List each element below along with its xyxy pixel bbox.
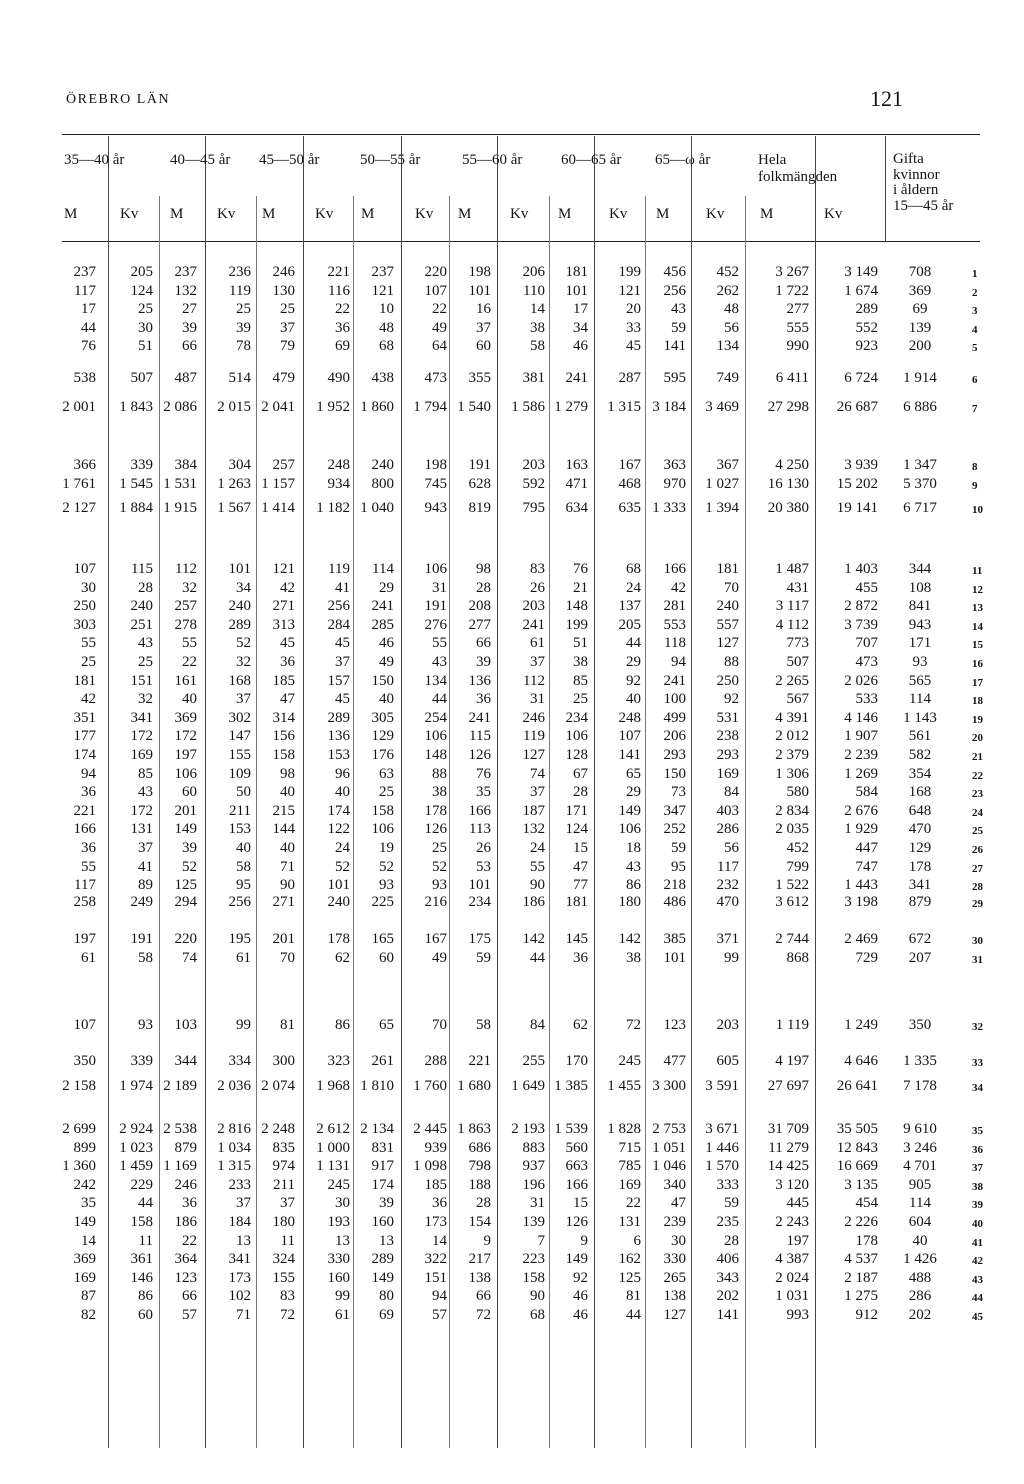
table-cell: 2 041 bbox=[261, 399, 295, 415]
table-cell: 142 44 bbox=[522, 931, 545, 966]
row-number: 33 bbox=[972, 1057, 983, 1069]
table-cell: 83 26 203 241 61 37 112 31 246 119 127 74 37 187 132 24 55 90 bbox=[522, 561, 545, 894]
table-header-rule bbox=[62, 241, 980, 242]
gifta-line1: Gifta bbox=[893, 151, 924, 167]
table-cell: 241 bbox=[565, 370, 588, 386]
table-cell-gifta: 344 108 841 943 171 93 565 114 1 143 561 582 354 168 648 470 129 178 341 bbox=[903, 561, 937, 894]
table-cell: 72 bbox=[626, 1017, 641, 1033]
table-cell: 203 592 bbox=[522, 457, 545, 492]
gifta-line2: kvinnor bbox=[893, 166, 940, 183]
subheader-kv: Kv bbox=[217, 206, 236, 222]
table-cell: 477 bbox=[663, 1053, 686, 1069]
table-cell: 288 bbox=[424, 1053, 447, 1069]
table-cell: 1 279 bbox=[554, 399, 588, 415]
table-cell: 2 612 1 000 1 131 245 30 193 13 330 160 99 61 bbox=[316, 1121, 350, 1323]
table-cell: 507 bbox=[130, 370, 153, 386]
subheader-kv: Kv bbox=[609, 206, 628, 222]
table-cell: 1 843 bbox=[119, 399, 153, 415]
table-cell: 195 61 bbox=[228, 931, 251, 966]
row-number: 7 bbox=[972, 403, 978, 415]
table-cell: 107 30 250 303 55 25 181 42 351 177 174 94 36 221 166 36 55 117 bbox=[73, 561, 96, 894]
table-cell: 19 141 bbox=[836, 500, 878, 516]
subheader-kv: Kv bbox=[120, 206, 139, 222]
table-cell: 1 760 bbox=[413, 1078, 447, 1094]
table-cell: 4 197 bbox=[775, 1053, 809, 1069]
table-cell: 1 810 bbox=[360, 1078, 394, 1094]
table-cell: 221 116 22 36 69 bbox=[327, 264, 350, 355]
table-cell: 181 101 17 34 46 bbox=[565, 264, 588, 355]
table-cell: 385 101 bbox=[663, 931, 686, 966]
table-cell: 1 794 bbox=[413, 399, 447, 415]
table-cell: 2 753 1 051 1 046 340 47 239 30 330 265 138 127 bbox=[652, 1121, 686, 1323]
table-cell: 191 628 bbox=[468, 457, 491, 492]
row-number: 1 2 3 4 5 bbox=[972, 268, 978, 355]
table-cell: 1 680 bbox=[457, 1078, 491, 1094]
table-cell-gifta: 1 914 bbox=[903, 370, 937, 386]
table-cell: 245 bbox=[618, 1053, 641, 1069]
row-number: 29 bbox=[972, 898, 983, 910]
table-cell: 123 bbox=[663, 1017, 686, 1033]
table-cell: 2 924 1 023 1 459 229 44 158 11 361 146 86 60 bbox=[119, 1121, 153, 1323]
subheader-kv: Kv bbox=[415, 206, 434, 222]
table-cell: 605 bbox=[716, 1053, 739, 1069]
table-cell: 287 bbox=[618, 370, 641, 386]
table-cell: 479 bbox=[272, 370, 295, 386]
table-cell: 255 bbox=[522, 1053, 545, 1069]
table-cell: 1 860 bbox=[360, 399, 394, 415]
table-cell: 1 540 bbox=[457, 399, 491, 415]
table-cell: 65 bbox=[379, 1017, 394, 1033]
table-cell: 2 074 bbox=[261, 1078, 295, 1094]
row-number: 32 bbox=[972, 1021, 983, 1033]
table-cell: 339 1 545 bbox=[119, 457, 153, 492]
table-cell: 323 bbox=[327, 1053, 350, 1069]
table-cell: 635 bbox=[618, 500, 641, 516]
table-cell: 1 863 686 798 188 28 154 9 217 138 66 72 bbox=[457, 1121, 491, 1323]
table-top-rule bbox=[62, 134, 980, 135]
table-cell: 257 1 157 bbox=[261, 457, 295, 492]
table-cell: 355 bbox=[468, 370, 491, 386]
table-cell: 1 315 bbox=[607, 399, 641, 415]
table-cell: 81 bbox=[280, 1017, 295, 1033]
table-cell: 261 bbox=[371, 1053, 394, 1069]
table-cell: 2 158 bbox=[62, 1078, 96, 1094]
hela-folkmangden-header bbox=[758, 152, 837, 186]
table-cell: 181 70 240 557 127 88 250 92 531 238 293 169 84 403 286 56 117 232 bbox=[716, 561, 739, 894]
table-cell: 3 671 1 446 1 570 333 59 235 28 406 343 202 141 bbox=[705, 1121, 739, 1323]
table-cell: 237 117 17 44 76 bbox=[73, 264, 96, 355]
subheader-kv: Kv bbox=[315, 206, 334, 222]
table-cell: 304 1 263 bbox=[217, 457, 251, 492]
table-cell: 1 455 bbox=[607, 1078, 641, 1094]
table-cell: 101 34 240 289 52 32 168 37 302 147 155 109 50 211 153 40 58 95 bbox=[228, 561, 251, 894]
table-cell: 181 bbox=[565, 894, 588, 910]
subheader-m: M bbox=[64, 206, 78, 222]
age-group-header: 45—50 år bbox=[259, 152, 320, 168]
subheader-m: M bbox=[170, 206, 184, 222]
table-cell: 107 bbox=[73, 1017, 96, 1033]
table-cell: 595 bbox=[663, 370, 686, 386]
table-cell: 240 bbox=[327, 894, 350, 910]
table-cell: 3 198 bbox=[844, 894, 878, 910]
table-cell-gifta: 1 347 5 370 bbox=[903, 457, 937, 492]
table-cell: 2 699 899 1 360 242 35 149 14 369 169 87 82 bbox=[62, 1121, 96, 1323]
table-cell: 943 bbox=[424, 500, 447, 516]
table-cell: 3 300 bbox=[652, 1078, 686, 1094]
subheader-m: M bbox=[361, 206, 375, 222]
table-cell: 456 256 43 59 141 bbox=[663, 264, 686, 355]
table-cell: 248 934 bbox=[327, 457, 350, 492]
table-cell: 371 99 bbox=[716, 931, 739, 966]
table-cell: 1 884 bbox=[119, 500, 153, 516]
table-cell: 271 bbox=[272, 894, 295, 910]
table-cell: 3 184 bbox=[652, 399, 686, 415]
table-cell: 180 bbox=[618, 894, 641, 910]
table-cell: 514 bbox=[228, 370, 251, 386]
table-cell: 344 bbox=[174, 1053, 197, 1069]
table-cell: 98 28 208 277 66 39 136 36 241 115 126 76 35 166 113 26 53 101 bbox=[468, 561, 491, 894]
table-cell: 27 697 bbox=[767, 1078, 809, 1094]
table-cell: 234 bbox=[468, 894, 491, 910]
table-cell: 62 bbox=[573, 1017, 588, 1033]
table-cell: 3 149 1 674 289 552 923 bbox=[844, 264, 878, 355]
table-cell: 1 567 bbox=[217, 500, 251, 516]
table-cell: 1 952 bbox=[316, 399, 350, 415]
table-cell: 300 bbox=[272, 1053, 295, 1069]
table-cell: 749 bbox=[716, 370, 739, 386]
table-cell: 1 394 bbox=[705, 500, 739, 516]
table-cell: 334 bbox=[228, 1053, 251, 1069]
table-cell: 2 193 883 937 196 31 139 7 223 158 90 68 bbox=[511, 1121, 545, 1323]
table-cell: 1 385 bbox=[554, 1078, 588, 1094]
row-number: 8 9 bbox=[972, 461, 978, 492]
table-cell: 76 21 148 199 51 38 85 25 234 106 128 67 28 171 124 15 47 77 bbox=[565, 561, 588, 894]
table-cell: 258 bbox=[73, 894, 96, 910]
table-cell: 2 248 835 974 211 37 180 11 324 155 83 72 bbox=[261, 1121, 295, 1323]
table-cell: 70 bbox=[432, 1017, 447, 1033]
table-cell: 486 bbox=[663, 894, 686, 910]
table-cell: 256 bbox=[228, 894, 251, 910]
table-cell: 84 bbox=[530, 1017, 545, 1033]
gifta-line3: i åldern bbox=[893, 182, 939, 198]
table-cell: 1 040 bbox=[360, 500, 394, 516]
table-cell: 819 bbox=[468, 500, 491, 516]
age-group-header: 50—55 år bbox=[360, 152, 421, 168]
table-cell: 4 646 bbox=[844, 1053, 878, 1069]
subheader-m: M bbox=[656, 206, 670, 222]
table-cell: 1 828 715 785 169 22 131 6 162 125 81 44 bbox=[607, 1121, 641, 1323]
table-cell: 201 70 bbox=[272, 931, 295, 966]
row-number: 34 bbox=[972, 1082, 983, 1094]
table-cell: 1 915 bbox=[163, 500, 197, 516]
table-cell: 20 380 bbox=[767, 500, 809, 516]
table-cell: 167 49 bbox=[424, 931, 447, 966]
table-cell-gifta: 7 178 bbox=[903, 1078, 937, 1094]
age-group-header: 40—45 år bbox=[170, 152, 231, 168]
table-cell: 121 42 271 313 45 36 185 47 314 156 158 98 40 215 144 40 71 90 bbox=[272, 561, 295, 894]
table-cell: 237 121 10 48 68 bbox=[371, 264, 394, 355]
age-group-header: 55—60 år bbox=[462, 152, 523, 168]
table-cell-gifta: 6 717 bbox=[903, 500, 937, 516]
table-cell: 2 538 879 1 169 246 36 186 22 364 123 66 57 bbox=[163, 1121, 197, 1323]
table-cell: 236 119 25 39 78 bbox=[228, 264, 251, 355]
table-cell: 2 036 bbox=[217, 1078, 251, 1094]
table-cell: 115 28 240 251 43 25 151 32 341 172 169 85 43 172 131 37 41 89 bbox=[130, 561, 153, 894]
table-cell: 384 1 531 bbox=[163, 457, 197, 492]
table-cell: 178 62 bbox=[327, 931, 350, 966]
table-cell: 26 641 bbox=[836, 1078, 878, 1094]
table-cell: 487 bbox=[174, 370, 197, 386]
table-cell-gifta: 672 207 bbox=[908, 931, 932, 966]
hela-line1: Hela bbox=[758, 152, 787, 168]
subheader-m: M bbox=[458, 206, 472, 222]
table-cell: 634 bbox=[565, 500, 588, 516]
age-group-header: 35—40 år bbox=[64, 152, 125, 168]
table-cell: 106 31 191 276 55 43 134 44 254 106 148 88 38 178 126 25 52 93 bbox=[424, 561, 447, 894]
table-cell: 240 800 bbox=[371, 457, 394, 492]
table-cell: 367 1 027 bbox=[705, 457, 739, 492]
table-cell: 3 612 bbox=[775, 894, 809, 910]
table-cell: 1 119 bbox=[775, 1017, 809, 1033]
table-cell-gifta: 350 bbox=[908, 1017, 932, 1033]
age-group-header: 60—65 år bbox=[561, 152, 622, 168]
table-cell: 175 59 bbox=[468, 931, 491, 966]
table-cell: 438 bbox=[371, 370, 394, 386]
table-cell: 31 709 11 279 14 425 3 120 445 2 243 197 4 387 2 024 1 031 993 bbox=[767, 1121, 809, 1323]
table-cell: 203 bbox=[716, 1017, 739, 1033]
table-cell: 198 101 16 37 60 bbox=[468, 264, 491, 355]
table-cell: 205 124 25 30 51 bbox=[130, 264, 153, 355]
table-cell: 2 134 831 917 174 39 160 13 289 149 80 69 bbox=[360, 1121, 394, 1323]
table-cell: 220 74 bbox=[174, 931, 197, 966]
table-cell: 99 bbox=[236, 1017, 251, 1033]
table-cell: 3 939 15 202 bbox=[836, 457, 878, 492]
table-cell: 103 bbox=[174, 1017, 197, 1033]
table-cell-gifta: 879 bbox=[908, 894, 932, 910]
table-cell: 58 bbox=[476, 1017, 491, 1033]
table-cell: 1 249 bbox=[844, 1017, 878, 1033]
hela-line2: folkmängden bbox=[758, 169, 838, 185]
table-cell: 2 445 939 1 098 185 36 173 14 322 151 94 57 bbox=[413, 1121, 447, 1323]
table-cell: 220 107 22 49 64 bbox=[424, 264, 447, 355]
table-cell: 1 974 bbox=[119, 1078, 153, 1094]
table-cell: 2 001 bbox=[62, 399, 96, 415]
table-cell-gifta: 9 610 3 246 4 701 905 114 604 40 1 426 488 286 202 bbox=[903, 1121, 937, 1323]
table-cell: 3 267 1 722 277 555 990 bbox=[775, 264, 809, 355]
table-cell: 2 015 bbox=[217, 399, 251, 415]
table-cell: 452 262 48 56 134 bbox=[716, 264, 739, 355]
table-cell: 538 bbox=[73, 370, 96, 386]
table-cell: 197 61 bbox=[73, 931, 96, 966]
table-cell: 216 bbox=[424, 894, 447, 910]
table-cell: 1 539 560 663 166 15 126 9 149 92 46 46 bbox=[554, 1121, 588, 1323]
table-cell: 221 bbox=[468, 1053, 491, 1069]
table-cell: 2 816 1 034 1 315 233 37 184 13 341 173 102 71 bbox=[217, 1121, 251, 1323]
table-cell: 2 189 bbox=[163, 1078, 197, 1094]
row-number: 10 bbox=[972, 504, 983, 516]
table-cell: 2 469 729 bbox=[844, 931, 878, 966]
subheader-kv: Kv bbox=[706, 206, 725, 222]
table-cell: 1 487 431 3 117 4 112 773 507 2 265 567 4 391 2 012 2 379 1 306 580 2 834 2 035 452 799 1 522 bbox=[775, 561, 809, 894]
table-cell: 163 471 bbox=[565, 457, 588, 492]
subheader-kv: Kv bbox=[510, 206, 529, 222]
table-cell: 93 bbox=[138, 1017, 153, 1033]
table-cell: 350 bbox=[73, 1053, 96, 1069]
table-cell: 26 687 bbox=[836, 399, 878, 415]
table-cell: 1 649 bbox=[511, 1078, 545, 1094]
table-cell: 339 bbox=[130, 1053, 153, 1069]
table-cell: 206 110 14 38 58 bbox=[522, 264, 545, 355]
table-cell: 165 60 bbox=[371, 931, 394, 966]
table-cell: 3 469 bbox=[705, 399, 739, 415]
table-cell-gifta: 1 335 bbox=[903, 1053, 937, 1069]
row-number: 11 12 13 14 15 16 17 18 19 20 21 22 23 24 25 26 27 28 bbox=[972, 565, 983, 894]
table-cell: 68 24 137 205 44 29 92 40 248 107 141 65 29 149 106 18 43 86 bbox=[618, 561, 641, 894]
table-cell: 114 29 241 285 46 49 150 40 305 129 176 63 25 158 106 19 52 93 bbox=[371, 561, 394, 894]
table-cell: 186 bbox=[522, 894, 545, 910]
table-cell: 1 414 bbox=[261, 500, 295, 516]
table-cell: 6 411 bbox=[775, 370, 809, 386]
table-cell: 4 250 16 130 bbox=[767, 457, 809, 492]
table-cell: 6 724 bbox=[844, 370, 878, 386]
table-cell: 142 38 bbox=[618, 931, 641, 966]
table-cell: 237 132 27 39 66 bbox=[174, 264, 197, 355]
table-cell: 1 403 455 2 872 3 739 707 473 2 026 533 4 146 1 907 2 239 1 269 584 2 676 1 929 447 747 1 443 bbox=[844, 561, 878, 894]
table-cell-gifta: 708 369 69 139 200 bbox=[908, 264, 932, 355]
table-cell: 35 505 12 843 16 669 3 135 454 2 226 178 4 537 2 187 1 275 912 bbox=[836, 1121, 878, 1323]
page-number: 121 bbox=[870, 86, 903, 111]
table-cell: 2 127 bbox=[62, 500, 96, 516]
table-cell: 1 968 bbox=[316, 1078, 350, 1094]
table-cell: 2 086 bbox=[163, 399, 197, 415]
subheader-kv: Kv bbox=[824, 206, 843, 222]
table-cell: 145 36 bbox=[565, 931, 588, 966]
table-cell: 1 182 bbox=[316, 500, 350, 516]
table-cell: 119 41 256 284 45 37 157 45 289 136 153 96 40 174 122 24 52 101 bbox=[327, 561, 350, 894]
table-cell: 112 32 257 278 55 22 161 40 369 172 197 106 60 201 149 39 52 125 bbox=[174, 561, 197, 894]
table-cell: 86 bbox=[335, 1017, 350, 1033]
table-cell: 381 bbox=[522, 370, 545, 386]
table-cell: 1 333 bbox=[652, 500, 686, 516]
table-cell: 246 130 25 37 79 bbox=[272, 264, 295, 355]
row-number: 35 36 37 38 39 40 41 42 43 44 45 bbox=[972, 1125, 983, 1323]
subheader-m: M bbox=[558, 206, 572, 222]
table-cell: 249 bbox=[130, 894, 153, 910]
gifta-kvinnor-header bbox=[893, 152, 953, 214]
table-cell: 27 298 bbox=[767, 399, 809, 415]
table-cell: 225 bbox=[371, 894, 394, 910]
table-cell: 363 970 bbox=[663, 457, 686, 492]
table-cell: 3 591 bbox=[705, 1078, 739, 1094]
table-cell: 166 42 281 553 118 94 241 100 499 206 293 150 73 347 252 59 95 218 bbox=[663, 561, 686, 894]
page-header-left: ÖREBRO LÄN bbox=[66, 92, 171, 107]
row-number: 30 31 bbox=[972, 935, 983, 966]
table-cell: 199 121 20 33 45 bbox=[618, 264, 641, 355]
table-cell: 1 586 bbox=[511, 399, 545, 415]
table-cell: 795 bbox=[522, 500, 545, 516]
table-cell: 470 bbox=[716, 894, 739, 910]
table-cell: 198 745 bbox=[424, 457, 447, 492]
subheader-m: M bbox=[760, 206, 774, 222]
age-group-header: 65—ω år bbox=[655, 152, 711, 168]
table-cell: 191 58 bbox=[130, 931, 153, 966]
row-number: 6 bbox=[972, 374, 978, 386]
table-cell: 366 1 761 bbox=[62, 457, 96, 492]
table-cell: 167 468 bbox=[618, 457, 641, 492]
table-cell: 294 bbox=[174, 894, 197, 910]
subheader-m: M bbox=[262, 206, 276, 222]
table-cell: 2 744 868 bbox=[775, 931, 809, 966]
table-cell: 170 bbox=[565, 1053, 588, 1069]
table-cell-gifta: 6 886 bbox=[903, 399, 937, 415]
table-cell: 473 bbox=[424, 370, 447, 386]
table-cell: 490 bbox=[327, 370, 350, 386]
gifta-line4: 15—45 år bbox=[893, 197, 954, 214]
column-divider bbox=[885, 136, 886, 242]
